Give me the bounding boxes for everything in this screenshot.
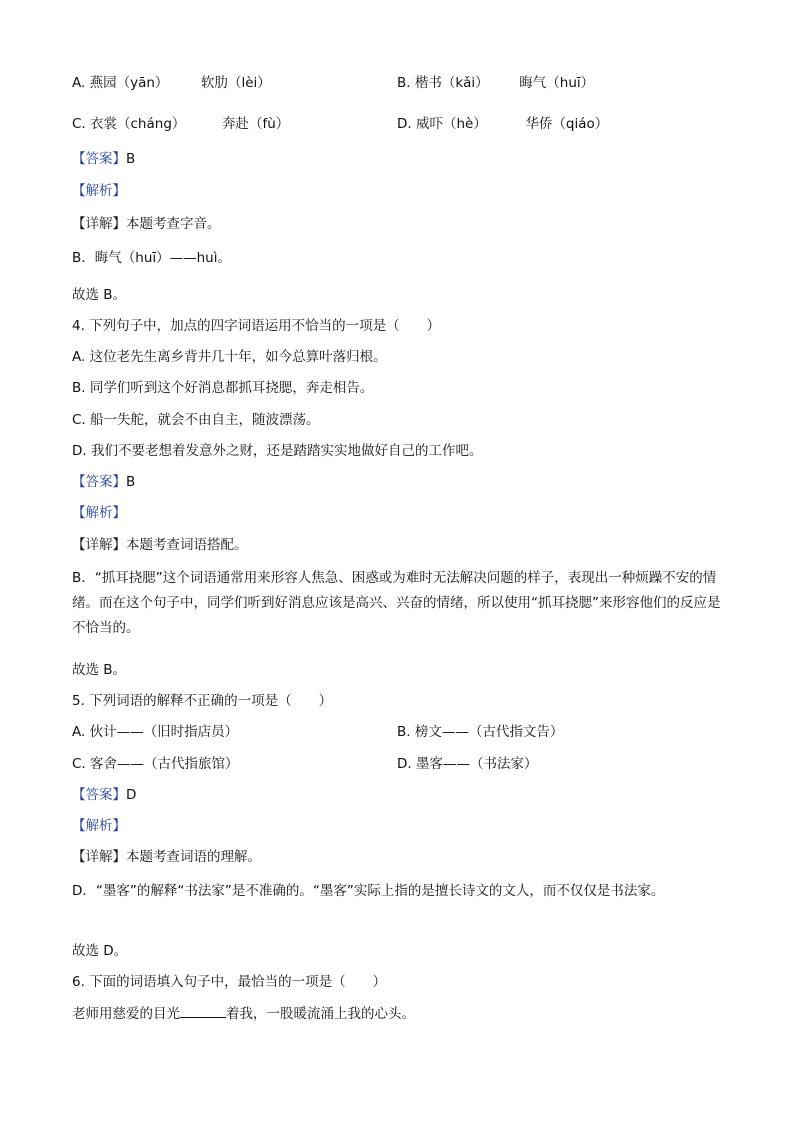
q4-analysis-line [72,503,722,523]
detail-text: 本题考查字音。 [126,216,221,232]
answer-tag: 【答案】 [72,151,126,167]
q5-analysis-line [72,816,722,836]
q3-option-c [72,114,289,134]
answer-value: B [126,474,136,490]
q3-option-d-second: 华侨（qiáo） [525,116,609,132]
q4-option-a: A. 这位老先生离乡背井几十年，如今总算叶落归根。 [72,349,387,365]
q4-option-c: C. 船一失舵，就会不由自主，随波漂荡。 [72,412,320,428]
q4-detail-line [72,535,722,555]
q6-sentence [72,1003,722,1024]
q3-option-d [397,114,608,134]
q4-answer-line [72,472,722,492]
q5-option-d: D. 墨客——（书法家） [397,756,538,772]
q6-stem: 6. 下面的词语填入句子中，最恰当的一项是（ ） [72,974,387,990]
q3-detail-line [72,214,722,234]
q5-detail-line [72,847,722,867]
detail-tag: 【详解】 [72,537,126,553]
analysis-tag: 【解析】 [72,183,126,199]
q3-explanation: B．晦气（huī）——huì。 [72,250,231,266]
q3-option-a [72,73,271,93]
answer-value: B [126,151,136,167]
detail-text: 本题考查词语搭配。 [126,537,248,553]
q6-sentence-before: 老师用慈爱的目光 [72,1006,180,1022]
q4-explanation: B．“抓耳挠腮”这个词语通常用来形容人焦急、困惑或为难时无法解决问题的样子，表现出一种烦躁不安的情绪。而在这个句子中，同学们听到好消息应该是高兴、兴奋的情绪，所以使用“抓耳挠腮”来形容他们的反应是不恰当的。 [72,570,721,636]
q6-sentence-after: 着我，一股暖流涌上我的心头。 [226,1006,415,1022]
answer-tag: 【答案】 [72,474,126,490]
q3-conclusion: 故选 B。 [72,287,127,303]
q5-option-b: B. 榜文——（古代指文告） [397,724,564,740]
answer-tag: 【答案】 [72,787,126,803]
answer-value: D [126,787,137,803]
q4-stem: 4. 下列句子中，加点的四字词语运用不恰当的一项是（ ） [72,318,441,334]
q5-option-a: A. 伙计——（旧时指店员） [72,724,239,740]
detail-tag: 【详解】 [72,849,126,865]
q3-option-b [397,73,594,93]
q4-conclusion: 故选 B。 [72,662,127,678]
q4-option-d: D. 我们不要老想着发意外之财，还是踏踏实实地做好自己的工作吧。 [72,443,483,459]
analysis-tag: 【解析】 [72,818,126,834]
fill-in-blank[interactable] [180,1003,226,1018]
q3-option-d-first: D. 威吓（hè） [397,116,487,132]
q5-explanation: D．“墨客”的解释“书法家”是不准确的。“墨客”实际上指的是擅长诗文的文人，而不仅仅是书法家。 [72,883,665,899]
q3-option-c-first: C. 衣裳（cháng） [72,116,186,132]
detail-tag: 【详解】 [72,216,126,232]
q3-option-b-first: B. 楷书（kǎi） [397,75,489,91]
q4-option-b: B. 同学们听到这个好消息都抓耳挠腮，奔走相告。 [72,380,374,396]
q3-option-a-first: A. 燕园（yān） [72,75,169,91]
q3-answer-line [72,149,722,169]
q5-stem: 5. 下列词语的解释不正确的一项是（ ） [72,693,333,709]
q3-option-b-second: 晦气（huī） [519,75,595,91]
q3-option-c-second: 奔赴（fù） [221,116,290,132]
q5-answer-line [72,785,722,805]
q3-analysis-line [72,181,722,201]
q5-conclusion: 故选 D。 [72,943,128,959]
analysis-tag: 【解析】 [72,505,126,521]
q5-option-c: C. 客舍——（古代指旅馆） [72,756,239,772]
detail-text: 本题考查词语的理解。 [126,849,261,865]
q3-option-a-second: 软肋（lèi） [201,75,271,91]
